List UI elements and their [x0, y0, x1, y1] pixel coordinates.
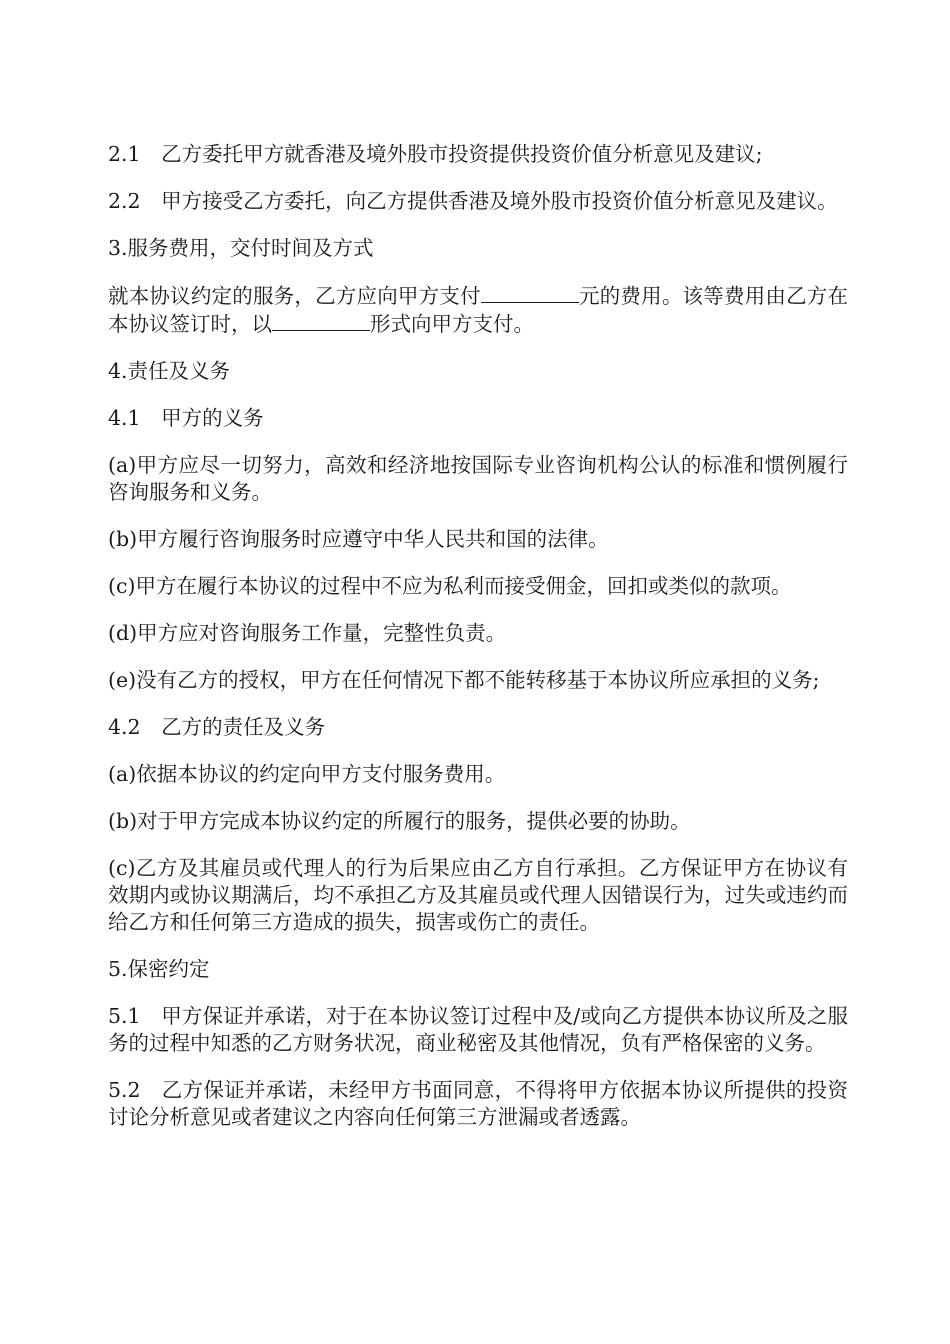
section-5-heading: 5.保密约定	[108, 957, 210, 981]
clause-4-2-a: (a)依据本协议的约定向甲方支付服务费用。	[108, 762, 506, 786]
clause-4-1-a: (a)甲方应尽一切努力，高效和经济地按国际专业咨询机构公认的标准和惯例履行咨询服务和义务。	[108, 453, 848, 504]
clause-4-1-d: (d)甲方应对咨询服务工作量，完整性负责。	[108, 621, 507, 645]
clause-5-2: 5.2 乙方保证并承诺，未经甲方书面同意，不得将甲方依据本协议所提供的投资讨论分析意见或者建议之内容向任何第三方泄漏或者透露。	[108, 1078, 848, 1129]
section-3-text-3: 形式向甲方支付。	[370, 312, 534, 336]
clause-2-1: 2.1 乙方委托甲方就香港及境外股市投资提供投资价值分析意见及建议;	[108, 142, 763, 166]
clause-4-2-b: (b)对于甲方完成本协议约定的所履行的服务，提供必要的协助。	[108, 809, 691, 833]
clause-5-1: 5.1 甲方保证并承诺，对于在本协议签订过程中及/或向乙方提供本协议所及之服务的过程中知悉的乙方财务状况，商业秘密及其他情况，负有严格保密的义务。	[108, 1004, 848, 1055]
clause-2-2: 2.2 甲方接受乙方委托，向乙方提供香港及境外股市投资价值分析意见及建议。	[108, 189, 838, 213]
clause-4-2-c: (c)乙方及其雇员或代理人的行为后果应由乙方自行承担。乙方保证甲方在协议有效期内或协议期满后，均不承担乙方及其雇员或代理人因错误行为，过失或违约而给乙方和任何第三方造成的损失，损害或伤亡的责任。	[108, 856, 848, 934]
clause-4-1: 4.1 甲方的义务	[108, 406, 264, 430]
document-body	[108, 141, 848, 1151]
clause-4-1-b: (b)甲方履行咨询服务时应遵守中华人民共和国的法律。	[108, 527, 609, 551]
section-3-text-1: 就本协议约定的服务，乙方应向甲方支付	[108, 284, 481, 308]
section-3-heading: 3.服务费用，交付时间及方式	[108, 236, 374, 260]
section-3-text-2: 元的费用。该等费用由乙方在本协议签订时，以	[108, 284, 849, 336]
clause-4-2: 4.2 乙方的责任及义务	[108, 715, 326, 739]
section-3-body	[108, 282, 848, 338]
clause-4-1-c: (c)甲方在履行本协议的过程中不应为私利而接受佣金，回扣或类似的款项。	[108, 574, 792, 598]
section-4-heading: 4.责任及义务	[108, 359, 231, 383]
payment-form-blank	[272, 310, 370, 331]
clause-4-1-e: (e)没有乙方的授权，甲方在任何情况下都不能转移基于本协议所应承担的义务;	[108, 668, 820, 692]
fee-amount-blank	[481, 282, 579, 303]
